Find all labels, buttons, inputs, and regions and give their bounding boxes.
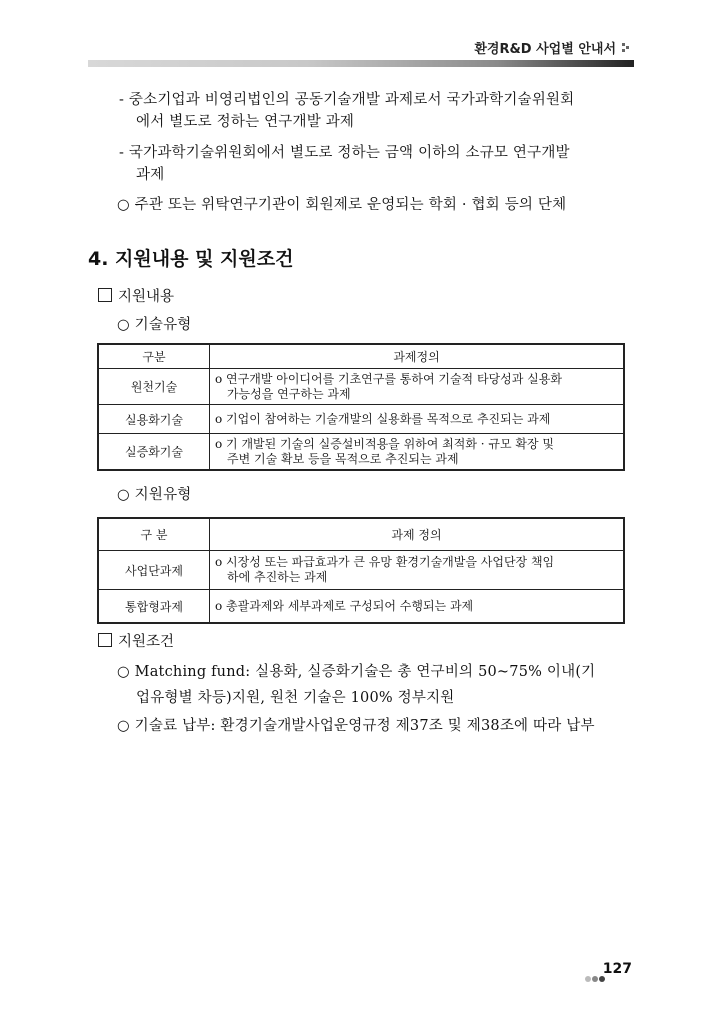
table-header-row (99, 519, 624, 551)
row-definition-line: o 연구개발 아이디어를 기초연구를 통하여 기술적 타당성과 실용화 (215, 371, 562, 386)
table-header-cell: 구분 (99, 345, 210, 369)
table-header-cell: 과제정의 (210, 345, 624, 369)
row-definition-line: o 기업이 참여하는 기술개발의 실용화를 목적으로 추진되는 과제 (215, 411, 551, 426)
table-header-cell: 구 분 (99, 519, 210, 551)
tech-type-table (98, 344, 624, 470)
row-definition-line: o 총괄과제와 세부과제로 구성되어 수행되는 과제 (215, 598, 474, 613)
support-content-heading (98, 287, 174, 307)
row-label: 원천기술 (99, 369, 210, 405)
row-definition (210, 551, 624, 590)
support-content-heading-text: 지원내용 (118, 289, 175, 305)
circle-item-1: ○ 주관 또는 위탁연구기관이 회원제로 운영되는 학회 · 협회 등의 단체 (117, 197, 567, 213)
condition-item-2: ○ 기술료 납부: 환경기술개발사업운영규정 제37조 및 제38조에 따라 납부 (117, 718, 595, 734)
tech-type-heading: ○ 기술유형 (117, 317, 192, 333)
row-label: 사업단과제 (99, 551, 210, 590)
row-definition-line: 주변 기술 확보 등을 목적으로 추진되는 과제 (227, 451, 459, 466)
checkbox-square-icon (98, 633, 112, 647)
condition-item-1-line-2: 업유형별 차등)지원, 원천 기술은 100% 정부지원 (136, 690, 455, 706)
dash-item-1-line-2: 에서 별도로 정하는 연구개발 과제 (136, 114, 355, 130)
row-definition (210, 434, 624, 470)
header-rule (88, 60, 634, 67)
row-label: 실용화기술 (99, 405, 210, 434)
dash-item-2-line-1: - 국가과학기술위원회에서 별도로 정하는 금액 이하의 소규모 연구개발 (119, 145, 570, 161)
row-label: 통합형과제 (99, 590, 210, 623)
running-header-title: 환경R&D 사업별 안내서 (474, 42, 616, 57)
support-conditions-heading-text: 지원조건 (118, 634, 175, 650)
row-definition-line: 하에 추진하는 과제 (227, 570, 328, 584)
table-row (99, 405, 624, 434)
row-label: 실증화기술 (99, 434, 210, 470)
table-row (99, 590, 624, 623)
table-header-row (99, 345, 624, 369)
support-type-table (98, 518, 624, 623)
row-definition (210, 405, 624, 434)
table-row (99, 551, 624, 590)
dash-item-1-line-1: - 중소기업과 비영리법인의 공동기술개발 과제로서 국가과학기술위원회 (119, 92, 575, 108)
support-conditions-heading (98, 632, 174, 652)
support-type-heading: ○ 지원유형 (117, 487, 192, 503)
checkbox-square-icon (98, 288, 112, 302)
header-ornament-icon (622, 43, 632, 53)
row-definition-line: o 기 개발된 기술의 실증설비적용을 위하여 최적화 · 규모 확장 및 (215, 436, 554, 451)
condition-item-1-line-1: ○ Matching fund: 실용화, 실증화기술은 총 연구비의 50~75% 이내(기 (117, 664, 596, 680)
page-number: 127 (602, 961, 632, 977)
dash-item-2-line-2: 과제 (136, 167, 165, 183)
row-definition (210, 369, 624, 405)
row-definition-line: o 시장성 또는 파급효과가 큰 유망 환경기술개발을 사업단장 책임 (215, 555, 555, 569)
row-definition (210, 590, 624, 623)
row-definition-line: 가능성을 연구하는 과제 (227, 386, 351, 401)
table-row (99, 369, 624, 405)
section-title: 4. 지원내용 및 지원조건 (88, 248, 294, 270)
table-row (99, 434, 624, 470)
table-header-cell: 과제 정의 (210, 519, 624, 551)
